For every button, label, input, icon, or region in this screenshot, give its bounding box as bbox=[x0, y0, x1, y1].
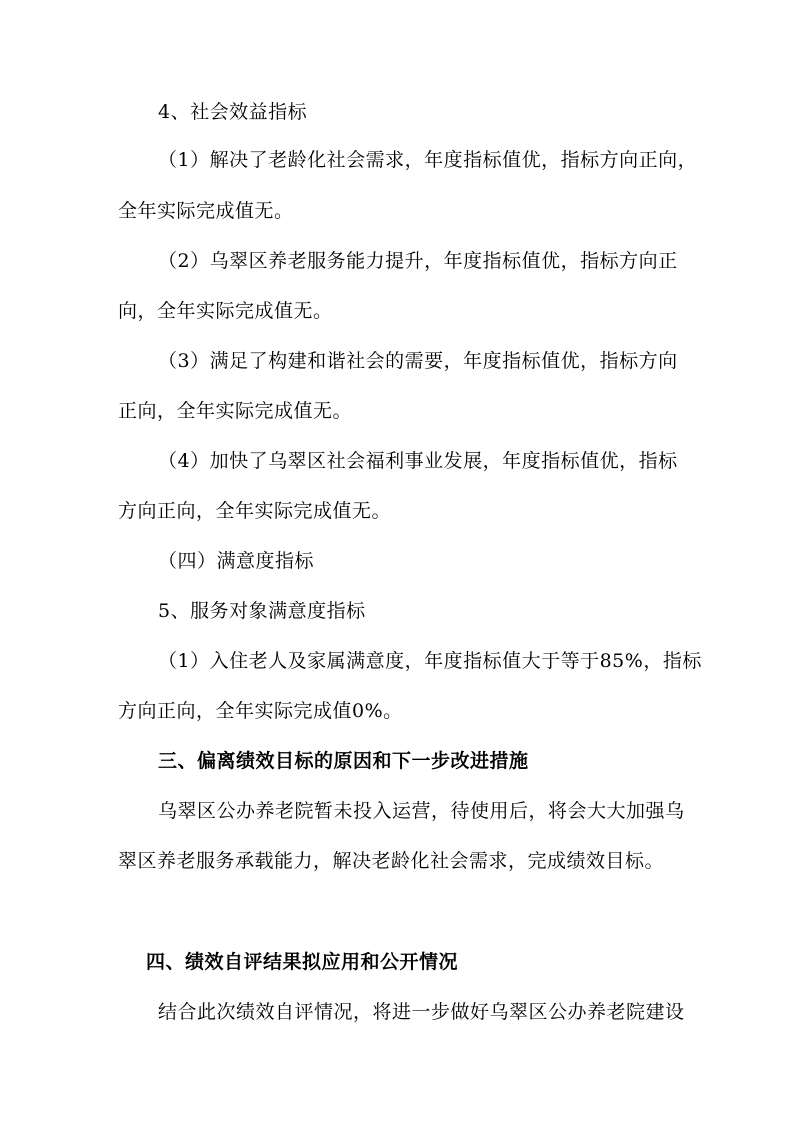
section-4-para-line-1: 结合此次绩效自评情况，将进一步做好乌翠区公办养老院建设 bbox=[158, 1001, 685, 1023]
item-4-line-2: 方向正向，全年实际完成值无。 bbox=[118, 500, 392, 522]
item-1-line-2: 全年实际完成值无。 bbox=[118, 200, 294, 222]
item-4-line-1: （4）加快了乌翠区社会福利事业发展，年度指标值优，指标 bbox=[158, 450, 678, 472]
heading-satisfaction: （四）满意度指标 bbox=[158, 550, 315, 572]
satisfaction-item-line-2: 方向正向，全年实际完成值0%。 bbox=[118, 700, 403, 722]
item-2-line-2: 向，全年实际完成值无。 bbox=[118, 300, 333, 322]
section-3-para-line-2: 翠区养老服务承载能力，解决老龄化社会需求，完成绩效目标。 bbox=[118, 850, 665, 872]
satisfaction-item-line-1: （1）入住老人及家属满意度，年度指标值大于等于85%，指标 bbox=[158, 650, 702, 672]
section-3-para-line-1: 乌翠区公办养老院暂未投入运营，待使用后，将会大大加强乌 bbox=[158, 800, 685, 822]
item-2-line-1: （2）乌翠区养老服务能力提升，年度指标值优，指标方向正 bbox=[158, 250, 678, 272]
section-3-heading: 三、偏离绩效目标的原因和下一步改进措施 bbox=[158, 750, 529, 772]
heading-social-benefit: 4、社会效益指标 bbox=[158, 101, 308, 123]
item-3-line-1: （3）满足了构建和谐社会的需要，年度指标值优，指标方向 bbox=[158, 350, 678, 372]
item-3-line-2: 正向，全年实际完成值无。 bbox=[118, 400, 353, 422]
section-4-heading: 四、绩效自评结果拟应用和公开情况 bbox=[146, 951, 459, 973]
heading-service-satisfaction: 5、服务对象满意度指标 bbox=[158, 600, 366, 622]
item-1-line-1: （1）解决了老龄化社会需求，年度指标值优，指标方向正向， bbox=[158, 149, 698, 171]
